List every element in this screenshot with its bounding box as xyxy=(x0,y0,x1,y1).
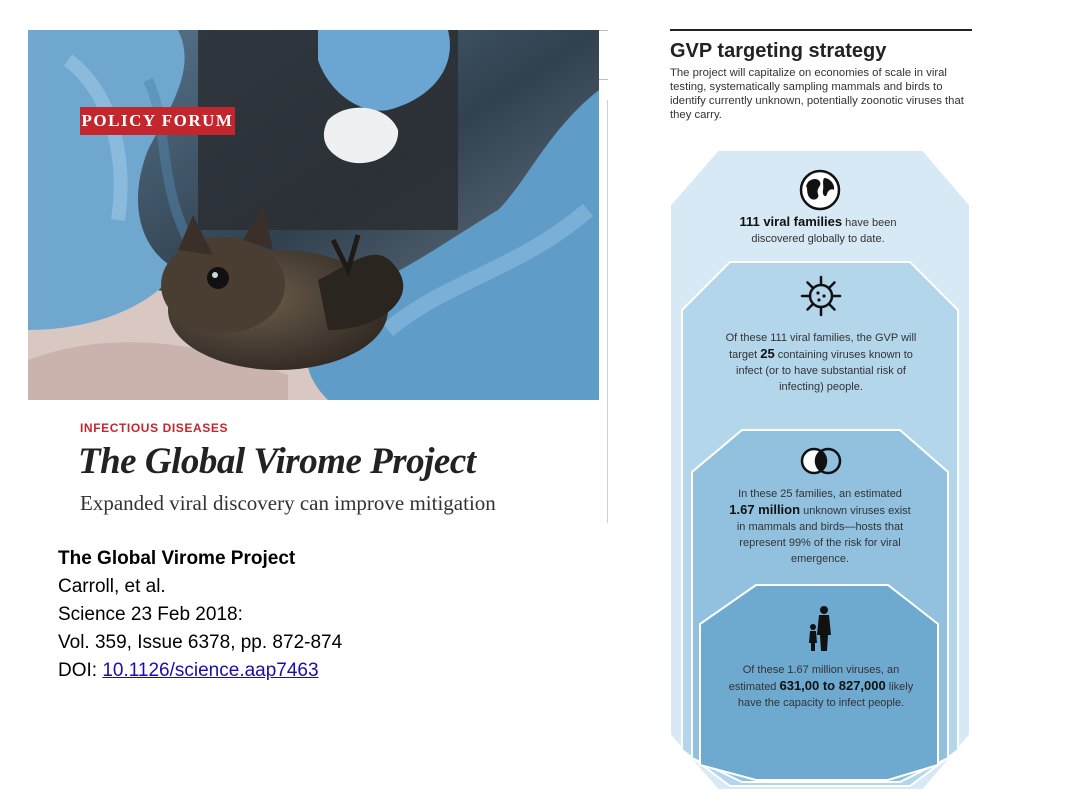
infographic-intro: The project will capitalize on economies of scale in viral testing, systematically sampling mammals and birds to identify currently unknown, potentially zoonotic viruses that they carry. xyxy=(670,67,964,121)
article-headline: The Global Virome Project xyxy=(78,441,476,482)
article-subheadline: Expanded viral discovery can improve mitigation xyxy=(80,491,496,515)
citation-doi xyxy=(58,657,342,685)
tier-2-text xyxy=(723,330,919,395)
tier-4-pre: Of these 1.67 million viruses, an estimated xyxy=(728,664,900,693)
tier-2-strong: 25 xyxy=(760,346,775,361)
doi-label: DOI: xyxy=(58,660,103,681)
doi-link[interactable]: 10.1126/science.aap7463 xyxy=(102,660,319,681)
infographic-title: GVP targeting strategy xyxy=(670,40,887,62)
tier-2-pre: Of these 111 viral families, the GVP will target xyxy=(725,332,917,361)
cover-photo xyxy=(28,30,599,400)
tier-1-strong: 111 viral families xyxy=(739,214,843,229)
tier-1-post: have been discovered globally to date. xyxy=(751,217,897,245)
citation-authors: Carroll, et al. xyxy=(58,576,166,597)
globe-icon xyxy=(798,168,842,212)
tier-3-pre: In these 25 families, an estimated xyxy=(738,488,902,500)
virus-icon xyxy=(799,274,843,318)
citation-title: The Global Virome Project xyxy=(58,548,296,569)
people-icon xyxy=(806,605,836,653)
bat-photo-illustration xyxy=(28,30,599,400)
tier-1-text xyxy=(718,214,918,247)
citation-block xyxy=(58,545,342,685)
tier-3-text xyxy=(726,486,914,567)
column-rule xyxy=(599,79,608,80)
policy-forum-badge: POLICY FORUM xyxy=(80,107,235,135)
tier-3-strong: 1.67 million xyxy=(729,502,801,517)
infographic-top-rule xyxy=(670,29,972,31)
tier-4-post: likely have the capacity to infect people. xyxy=(737,681,914,709)
overlap-circles-icon xyxy=(797,446,845,476)
tier-4-text xyxy=(718,662,924,711)
tier-4-strong: 631,00 to 827,000 xyxy=(779,678,886,693)
column-rule xyxy=(607,100,608,523)
column-rule xyxy=(599,30,608,31)
tier-2-post: containing viruses known to infect (or to have substantial risk of infecting) people. xyxy=(736,349,913,393)
citation-volume: Vol. 359, Issue 6378, pp. 872-874 xyxy=(58,632,343,653)
section-kicker: INFECTIOUS DISEASES xyxy=(80,421,229,435)
tier-3-post: unknown viruses exist in mammals and birds—hosts that represent 99% of the risk for viral emergence. xyxy=(736,505,911,565)
citation-journal: Science 23 Feb 2018: xyxy=(58,604,243,625)
